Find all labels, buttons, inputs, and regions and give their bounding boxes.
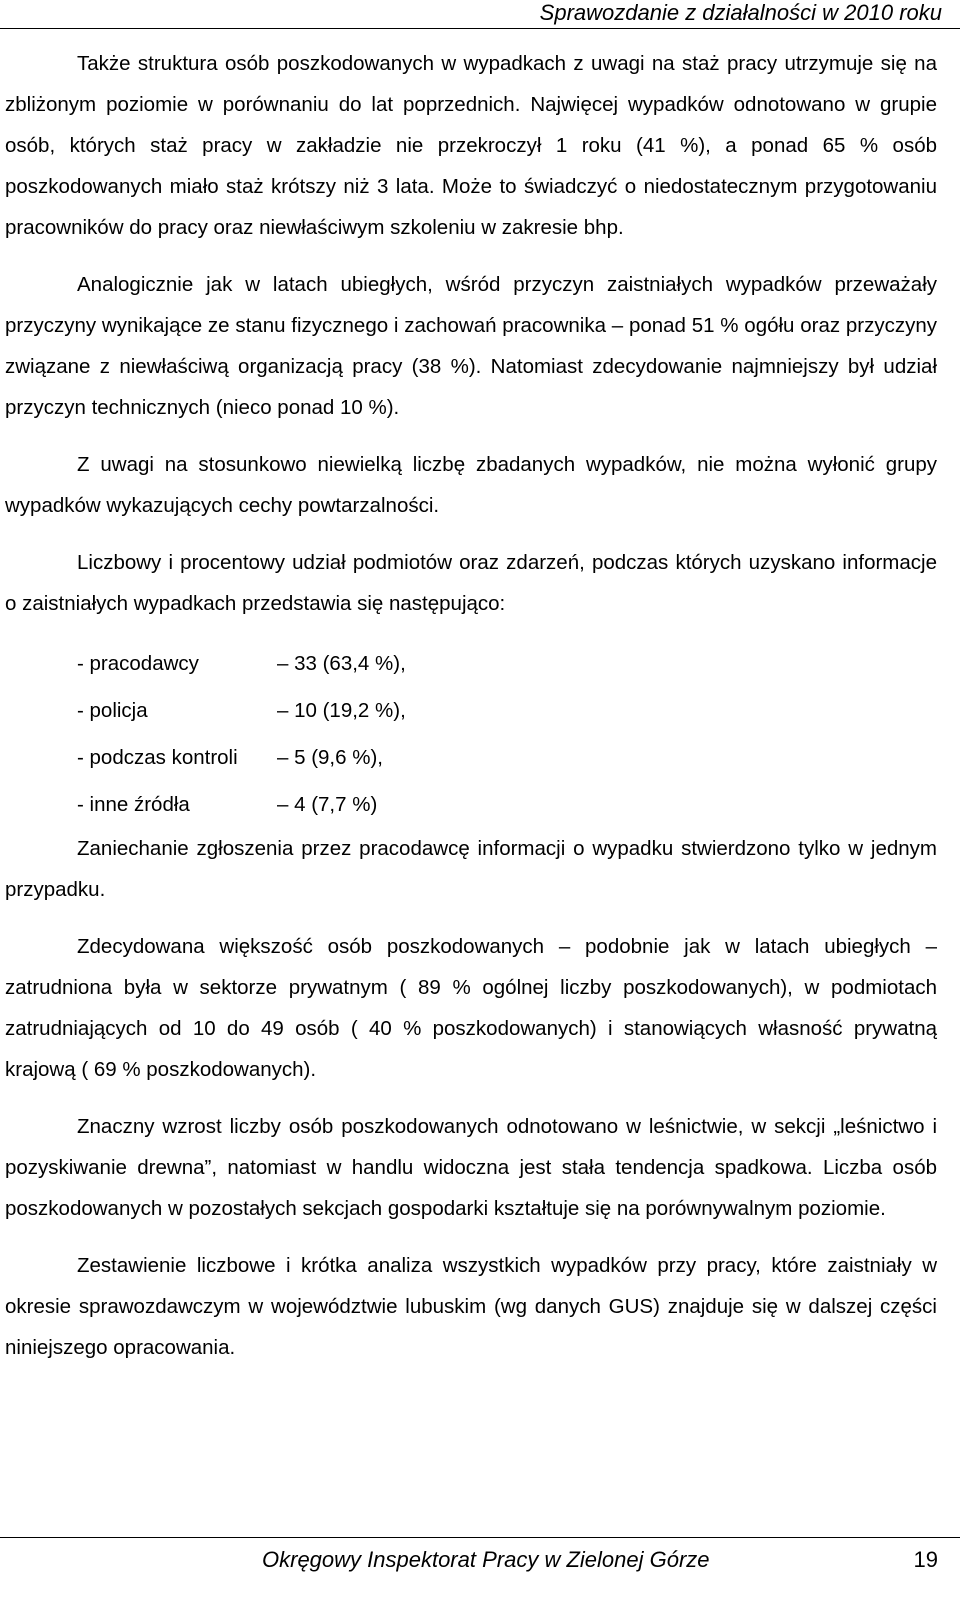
list-item-label: - pracodawcy [77, 652, 199, 675]
sources-list [5, 640, 937, 828]
list-item-value: – 10 (19,2 %), [277, 699, 406, 722]
page-header [0, 0, 960, 29]
list-item [5, 640, 937, 687]
running-header-title: Sprawozdanie z działalności w 2010 roku [539, 0, 942, 25]
paragraph-unreported: Zaniechanie zgłoszenia przez pracodawcę informacji o wypadku stwierdzono tylko w jednym przypadku. [5, 837, 937, 901]
footer-title: Okręgowy Inspektorat Pracy w Zielonej Górze [262, 1547, 710, 1572]
paragraph-sources-intro: Liczbowy i procentowy udział podmiotów oraz zdarzeń, podczas których uzyskano informacje o zaistniałych wypadkach przedstawia się następująco: [5, 551, 937, 615]
list-item [5, 734, 937, 781]
paragraph-causes: Analogicznie jak w latach ubiegłych, wśród przyczyn zaistniałych wypadków przeważały przyczyny wynikające ze stanu fizycznego i zachowań pracownika – ponad 51 % ogółu oraz przyczyny związane z niewłaściwą organizacją pracy (38 %). Natomiast zdecydowanie najmniejszy był udział przyczyn technicznych (nieco ponad 10 %). [5, 273, 937, 419]
paragraph-forestry: Znaczny wzrost liczby osób poszkodowanych odnotowano w leśnictwie, w sekcji „leśnictwo i pozyskiwanie drewna”, natomiast w handlu widoczna jest stała tendencja spadkowa. Liczba osób poszkodowanych w pozostałych sekcjach gospodarki kształtuje się na porównywalnym poziomie. [5, 1115, 937, 1220]
paragraph-private-sector: Zdecydowana większość osób poszkodowanych – podobnie jak w latach ubiegłych – zatrudniona była w sektorze prywatnym ( 89 % ogólnej liczby poszkodowanych), w podmiotach zatrudniających od 10 do 49 osób ( 40 % poszkodowanych) i stanowiących własność prywatną krajową ( 69 % poszkodowanych). [5, 935, 937, 1081]
paragraph-seniority: Także struktura osób poszkodowanych w wypadkach z uwagi na staż pracy utrzymuje się na zbliżonym poziomie w porównaniu do lat poprzednich. Najwięcej wypadków odnotowano w grupie osób, których staż pracy w zakładzie nie przekroczył 1 roku (41 %), a ponad 65 % osób poszkodowanych miało staż krótszy niż 3 lata. Może to świadczyć o niedostatecznym przygotowaniu pracowników do pracy oraz niewłaściwym szkoleniu w zakresie bhp. [5, 52, 937, 239]
page-number: 19 [913, 1547, 938, 1572]
list-item [5, 781, 937, 828]
paragraph-repetition: Z uwagi na stosunkowo niewielką liczbę zbadanych wypadków, nie można wyłonić grupy wypadków wykazujących cechy powtarzalności. [5, 453, 937, 517]
list-item-value: – 4 (7,7 %) [277, 793, 378, 816]
list-item-label: - inne źródła [77, 793, 190, 816]
paragraph-summary: Zestawienie liczbowe i krótka analiza wszystkich wypadków przy pracy, które zaistniały w okresie sprawozdawczym w województwie lubuskim (wg danych GUS) znajduje się w dalszej części niniejszego opracowania. [5, 1254, 937, 1359]
list-item-value: – 5 (9,6 %), [277, 746, 383, 769]
list-item-label: - podczas kontroli [77, 746, 238, 769]
page-footer [0, 1537, 960, 1597]
list-item [5, 687, 937, 734]
list-item-value: – 33 (63,4 %), [277, 652, 406, 675]
document-body [5, 43, 937, 1384]
list-item-label: - policja [77, 699, 148, 722]
